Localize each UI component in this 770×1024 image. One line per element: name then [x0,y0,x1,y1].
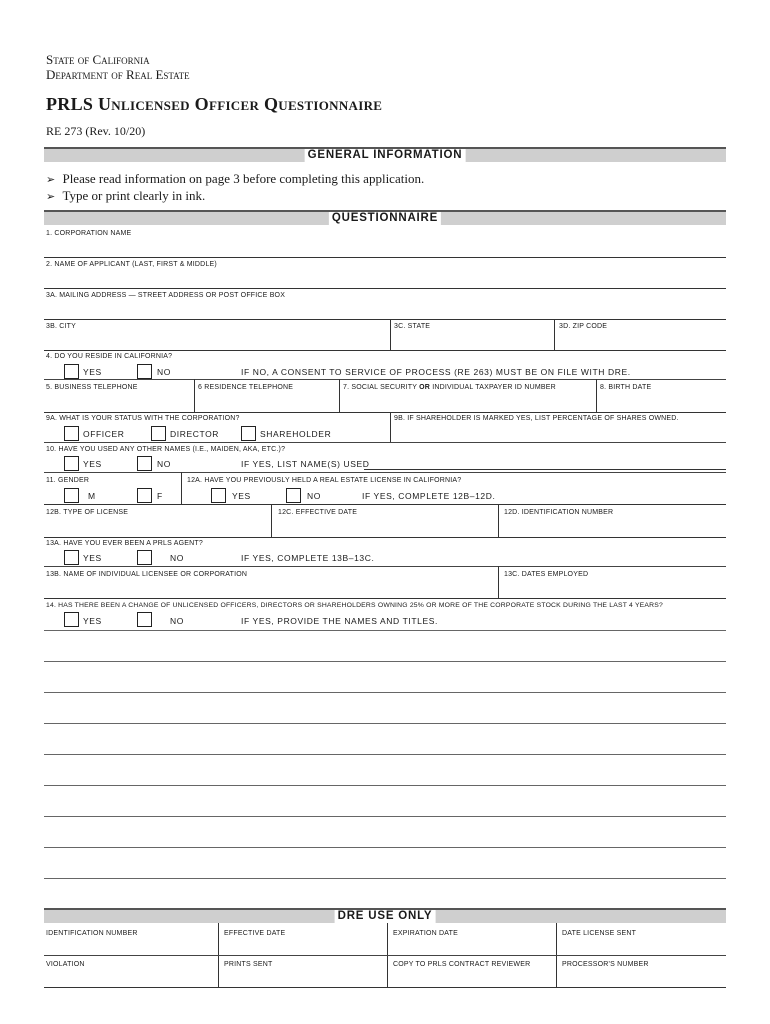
birth-date-label: 8. BIRTH DATE [600,384,652,391]
director-checkbox[interactable] [151,426,166,441]
questionnaire-bar [44,210,726,225]
writing-line[interactable] [44,816,726,817]
ownership-change-no-label: NO [170,616,184,626]
license-type-label: 12B. TYPE OF LICENSE [46,509,129,516]
status-corporation-label: 9A. WHAT IS YOUR STATUS WITH THE CORPORATION? [46,415,240,422]
dre-expiration-date-label: EXPIRATION DATE [393,930,458,937]
dre-prints-sent-label: PRINTS SENT [224,961,273,968]
business-telephone-field[interactable] [44,392,192,411]
other-names-yes-checkbox[interactable] [64,456,79,471]
other-names-label: 10. HAVE YOU USED ANY OTHER NAMES (I.E., MAIDEN, AKA, ETC.)? [46,446,286,453]
shares-owned-label: 9B. IF SHAREHOLDER IS MARKED YES, LIST PERCENTAGE OF SHARES OWNED. [394,415,679,422]
city-field[interactable] [44,331,388,349]
state-label: State of California [46,52,150,67]
identification-number-label: 12D. IDENTIFICATION NUMBER [504,509,614,516]
gender-label: 11. GENDER [46,477,90,484]
corporation-name-label: 1. CORPORATION NAME [46,230,132,237]
corporation-name-field[interactable] [44,238,726,256]
writing-line[interactable] [44,878,726,879]
instruction-item [46,171,424,188]
gender-f-label: F [157,491,163,501]
prior-license-note: IF YES, COMPLETE 12B–12D. [362,491,496,501]
shareholder-label: SHAREHOLDER [260,429,332,439]
officer-label: OFFICER [83,429,125,439]
other-names-yes-label: YES [83,459,102,469]
other-names-no-label: NO [157,459,171,469]
arrow-bullet-icon: ➢ [46,173,56,186]
reside-no-label: NO [157,367,171,377]
mailing-address-label: 3A. MAILING ADDRESS — STREET ADDRESS OR POST OFFICE BOX [46,292,286,299]
dre-use-only-heading: DRE USE ONLY [335,910,436,923]
business-telephone-label: 5. BUSINESS TELEPHONE [46,384,138,391]
gender-m-checkbox[interactable] [64,488,79,503]
reside-yes-checkbox[interactable] [64,364,79,379]
ssn-itin-label: 7. SOCIAL SECURITY OR INDIVIDUAL TAXPAYER ID NUMBER [343,384,556,391]
reside-yes-label: YES [83,367,102,377]
dre-identification-number-label: IDENTIFICATION NUMBER [46,930,138,937]
dre-effective-date-label: EFFECTIVE DATE [224,930,286,937]
other-names-field[interactable] [364,456,726,470]
ssn-itin-field[interactable] [341,392,594,411]
zip-code-label: 3D. ZIP CODE [559,323,608,330]
dre-processors-number-label: PROCESSOR'S NUMBER [562,961,649,968]
licensee-name-label: 13B. NAME OF INDIVIDUAL LICENSEE OR CORPORATION [46,571,248,578]
prls-agent-yes-checkbox[interactable] [64,550,79,565]
dre-date-license-sent-label: DATE LICENSE SENT [562,930,637,937]
residence-telephone-label: 6 RESIDENCE TELEPHONE [198,384,294,391]
writing-line[interactable] [44,785,726,786]
general-information-heading: GENERAL INFORMATION [305,149,466,162]
ownership-change-yes-checkbox[interactable] [64,612,79,627]
state-field[interactable] [392,331,552,349]
ownership-change-no-checkbox[interactable] [137,612,152,627]
state-field-label: 3C. STATE [394,323,431,330]
writing-line[interactable] [44,847,726,848]
dates-employed-field[interactable] [500,580,726,597]
form-title: PRLS Unlicensed Officer Questionnaire [46,94,383,114]
department-label: Department of Real Estate [46,67,190,82]
mailing-address-field[interactable] [44,300,726,318]
license-type-field[interactable] [44,518,269,536]
ownership-change-label: 14. HAS THERE BEEN A CHANGE OF UNLICENSED OFFICERS, DIRECTORS OR SHAREHOLDERS OWNING 25% OR MORE OF THE CORPORATE STOCK DURING THE LAST 4 YEARS? [46,602,663,609]
general-information-bar [44,147,726,162]
shareholder-checkbox[interactable] [241,426,256,441]
effective-date-label: 12C. EFFECTIVE DATE [278,509,358,516]
dre-copy-to-prls-label: COPY TO PRLS CONTRACT REVIEWER [393,961,531,968]
prior-license-yes-label: YES [232,491,251,501]
reside-california-label: 4. DO YOU RESIDE IN CALIFORNIA? [46,353,173,360]
writing-line[interactable] [44,754,726,755]
applicant-name-field[interactable] [44,269,726,287]
instruction-item [46,188,205,205]
prior-license-no-label: NO [307,491,321,501]
prls-agent-label: 13A. HAVE YOU EVER BEEN A PRLS AGENT? [46,540,203,547]
birth-date-field[interactable] [598,392,726,411]
writing-line[interactable] [44,661,726,662]
prls-agent-no-checkbox[interactable] [137,550,152,565]
other-names-note: IF YES, LIST NAME(S) USED [241,459,370,469]
applicant-name-label: 2. NAME OF APPLICANT (LAST, FIRST & MIDDLE) [46,261,217,268]
dre-use-only-bar [44,908,726,923]
writing-line[interactable] [44,692,726,693]
officer-checkbox[interactable] [64,426,79,441]
ownership-change-note: IF YES, PROVIDE THE NAMES AND TITLES. [241,616,438,626]
gender-f-checkbox[interactable] [137,488,152,503]
prior-license-yes-checkbox[interactable] [211,488,226,503]
prior-license-label: 12A. HAVE YOU PREVIOUSLY HELD A REAL ESTATE LICENSE IN CALIFORNIA? [187,477,462,484]
director-label: DIRECTOR [170,429,220,439]
gender-m-label: M [88,491,96,501]
arrow-bullet-icon: ➢ [46,190,56,203]
prls-agent-yes-label: YES [83,553,102,563]
shares-owned-field[interactable] [392,424,726,441]
residence-telephone-field[interactable] [196,392,337,411]
instruction-text: Please read information on page 3 before completing this application. [62,171,425,186]
instruction-text: Type or print clearly in ink. [62,188,206,203]
city-label: 3B. CITY [46,323,76,330]
prls-agent-note: IF YES, COMPLETE 13B–13C. [241,553,375,563]
reside-note: IF NO, A CONSENT TO SERVICE OF PROCESS (RE 263) MUST BE ON FILE WITH DRE. [241,367,631,377]
effective-date-field[interactable] [273,518,495,536]
prior-license-no-checkbox[interactable] [286,488,301,503]
zip-code-field[interactable] [556,331,726,349]
ownership-change-yes-label: YES [83,616,102,626]
other-names-no-checkbox[interactable] [137,456,152,471]
questionnaire-heading: QUESTIONNAIRE [329,212,441,225]
dre-violation-label: VIOLATION [46,961,85,968]
identification-number-field[interactable] [500,518,726,536]
licensee-name-field[interactable] [44,580,495,597]
prls-agent-no-label: NO [170,553,184,563]
reside-no-checkbox[interactable] [137,364,152,379]
writing-line[interactable] [44,723,726,724]
form-number: RE 273 (Rev. 10/20) [46,124,146,138]
writing-line[interactable] [44,630,726,631]
dates-employed-label: 13C. DATES EMPLOYED [504,571,589,578]
